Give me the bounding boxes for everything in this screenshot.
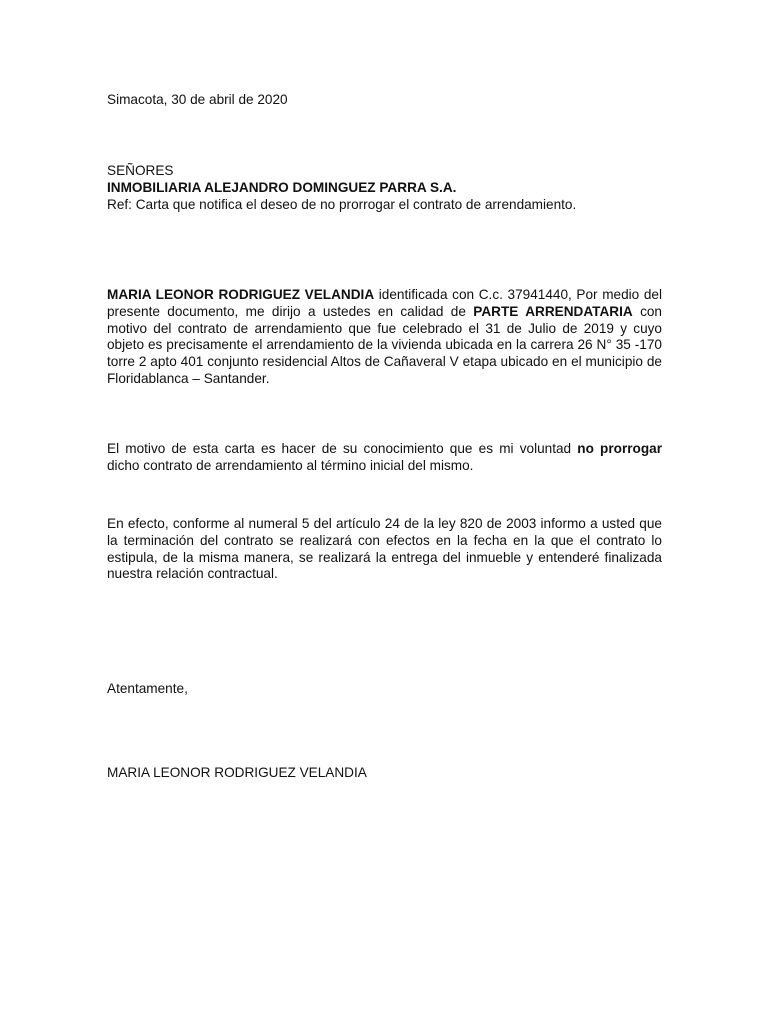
no-prorrogar-bold: no prorrogar <box>577 441 662 456</box>
signature-name: MARIA LEONOR RODRIGUEZ VELANDIA <box>107 765 367 780</box>
paragraph-2-text-b: dicho contrato de arrendamiento al término inicial del mismo. <box>107 457 474 473</box>
closing: Atentamente, <box>107 681 188 696</box>
body-paragraph-3: En efecto, conforme al numeral 5 del artículo 24 de la ley 820 de 2003 informo a usted que la terminación del contrato se realizará con efectos en la fecha en la que el contrato lo estipula, de la misma manera, se realizará la entrega del inmueble y entenderé finalizada nuestra relación contractual. <box>107 516 662 582</box>
reference-line: Ref: Carta que notifica el deseo de no prorrogar el contrato de arrendamiento. <box>107 197 577 212</box>
paragraph-2-text-a: El motivo de esta carta es hacer de su conocimiento que es mi voluntad <box>107 441 578 456</box>
recipient-name: INMOBILIARIA ALEJANDRO DOMINGUEZ PARRA S.A. <box>107 180 457 195</box>
role-bold: PARTE ARRENDATARIA <box>473 303 633 319</box>
body-paragraph-2 <box>107 441 662 475</box>
paragraph-1-text-a: identificada con C.c. 37941440, Por medio del presente documento, me dirijo a ustedes en calidad de <box>107 287 662 319</box>
sender-name-bold: MARIA LEONOR RODRIGUEZ VELANDIA <box>107 287 375 302</box>
body-paragraph-1 <box>107 287 662 388</box>
salutation: SEÑORES <box>107 163 174 178</box>
date-line: Simacota, 30 de abril de 2020 <box>107 92 288 107</box>
paragraph-1-text-b: con motivo del contrato de arrendamiento que fue celebrado el 31 de Julio de 2019 y cuyo objeto es precisamente el arrendamiento de la vivienda ubicada en la carrera 26 N° 35 -170 torre 2 apto 401 conjunto residencial Altos de Cañaveral V etapa ubicado en el municipio de Floridablanca – Santander. <box>107 303 662 386</box>
